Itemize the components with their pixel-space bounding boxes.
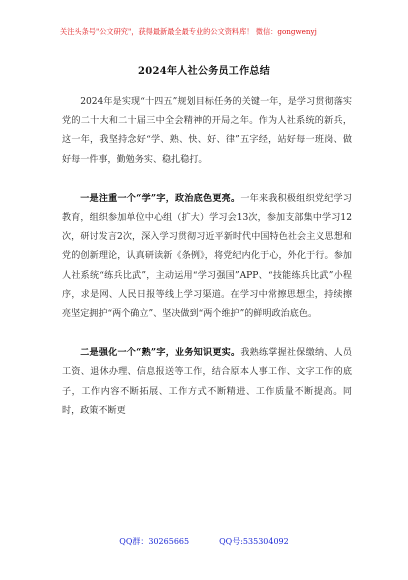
header-promo-note: 关注头条号"公文研究"，获得最新最全最专业的公文资料库！ 微信：gongwenyj	[60, 27, 317, 36]
footer-qq-group: QQ群：30265665	[119, 537, 190, 546]
paragraph-intro	[62, 93, 352, 170]
document-body	[62, 93, 352, 421]
paragraph-text: 我熟练掌握社保缴纳、人员工资、退休办理、信息报送等工作，结合原本人事工作、文字工作的底子，工作内容不断拓展、工作方式不断精进、工作质量不断提高。同时，政策不断更	[62, 348, 352, 416]
paragraph-text: 一年来我积极组织党纪学习教育，组织参加单位中心组（扩大）学习会13次，参加支部集中学习12次，研讨发言2次，深入学习贯彻习近平新时代中国特色社会主义思想和党的创新理论，认真研读新《条例》，将党纪内化于心，外化于行。参加人社系统“练兵比武”，主动运用“学习强国”APP、“技能练兵比武”小程序，求是网、人民日报等线上学习渠道。在学习中常擦思想尘，持续擦亮坚定拥护“两个确立”、坚决做到“两个维护”的鲜明政治底色。	[62, 193, 352, 320]
document-title: 2024年人社公务员工作总结	[137, 66, 271, 77]
paragraph-lead: 一是注重一个“学”字，政治底色更亮。	[80, 192, 241, 204]
footer-contact	[0, 536, 408, 547]
footer-qq-number: QQ号:535304092	[219, 537, 289, 546]
paragraph-text: 2024年是实现“十四五”规划目标任务的关键一年，是学习贯彻落实党的二十大和二十届三中全会精神的开局之年。作为人社系统的新兵，这一年，我坚持念好“学、熟、快、好、律”五字经，站好每一班岗、做好每一件事，勤勉务实、稳扎稳打。	[62, 97, 352, 165]
paragraph-proficiency	[62, 343, 352, 421]
paragraph-study	[62, 189, 352, 324]
paragraph-lead: 二是强化一个“熟”字，业务知识更实。	[80, 347, 241, 359]
